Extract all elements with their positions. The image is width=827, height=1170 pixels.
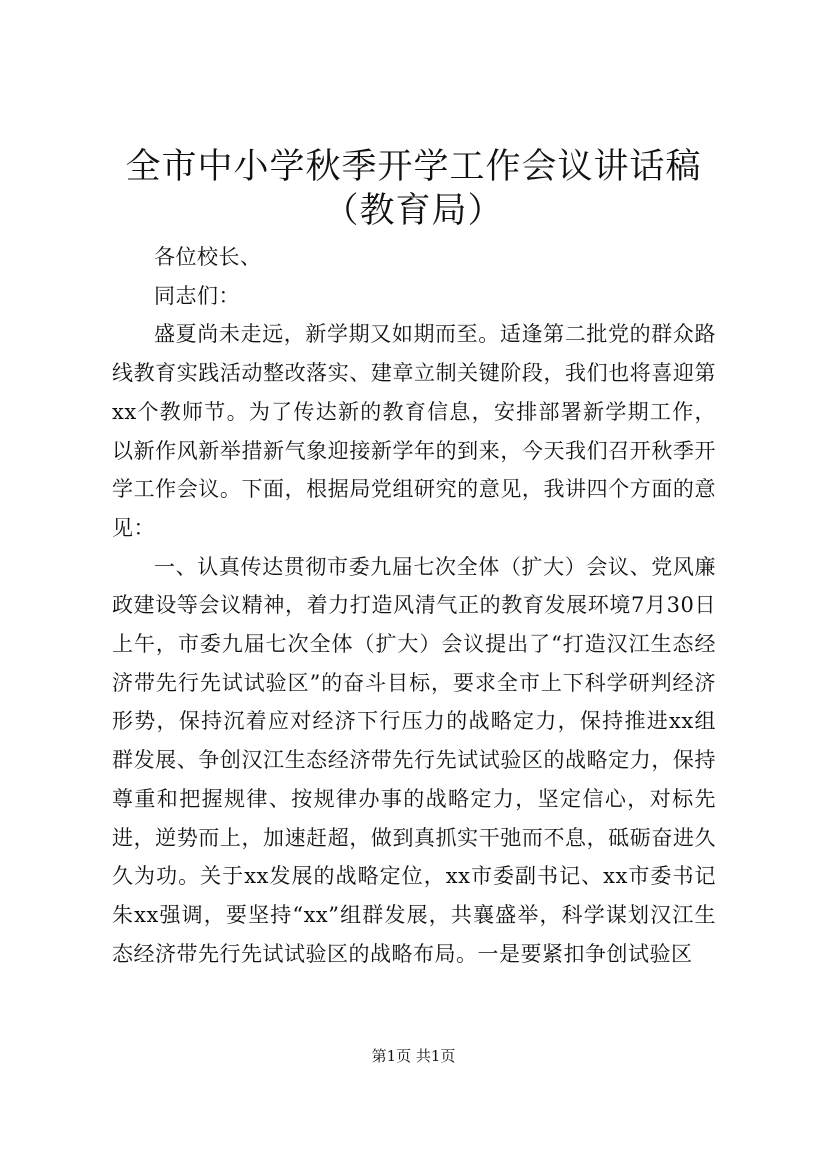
page-footer: 第1页 共1页 [371, 1047, 456, 1065]
salutation-line-2: 同志们： [154, 283, 240, 308]
salutation-line-1: 各位校长、 [154, 245, 262, 269]
document-title: 全市中小学秋季开学工作会议讲话稿（教育局） [125, 147, 702, 231]
document-body [112, 238, 716, 973]
body-paragraph-1: 盛夏尚未走远，新学期又如期而至。适逢第二批党的群众路线教育实践活动整改落实、建章立制关键阶段，我们也将喜迎第xx个教师节。为了传达新的教育信息，安排部署新学期工作，以新作风新举措新气象迎接新学年的到来，今天我们召开秋季开学工作会议。下面，根据局党组研究的意见，我讲四个方面的意见： [112, 322, 716, 540]
body-paragraph-2: 一、认真传达贯彻市委九届七次全体（扩大）会议、党风廉政建设等会议精神，着力打造风清气正的教育发展环境7月30日上午，市委九届七次全体（扩大）会议提出了“打造汉江生态经济带先行先试试验区”的奋斗目标，要求全市上下科学研判经济形势，保持沉着应对经济下行压力的战略定力，保持推进xx组群发展、争创汉江生态经济带先行先试试验区的战略定力，保持尊重和把握规律、按规律办事的战略定力，坚定信心，对标先进，逆势而上，加速赶超，做到真抓实干弛而不息，砥砺奋进久久为功。关于xx发展的战略定位，xx市委副书记、xx市委书记朱xx强调，要坚持“xx”组群发展，共襄盛举，科学谋划汉江生态经济带先行先试试验区的战略布局。一是要紧扣争创试验区 [112, 554, 716, 966]
